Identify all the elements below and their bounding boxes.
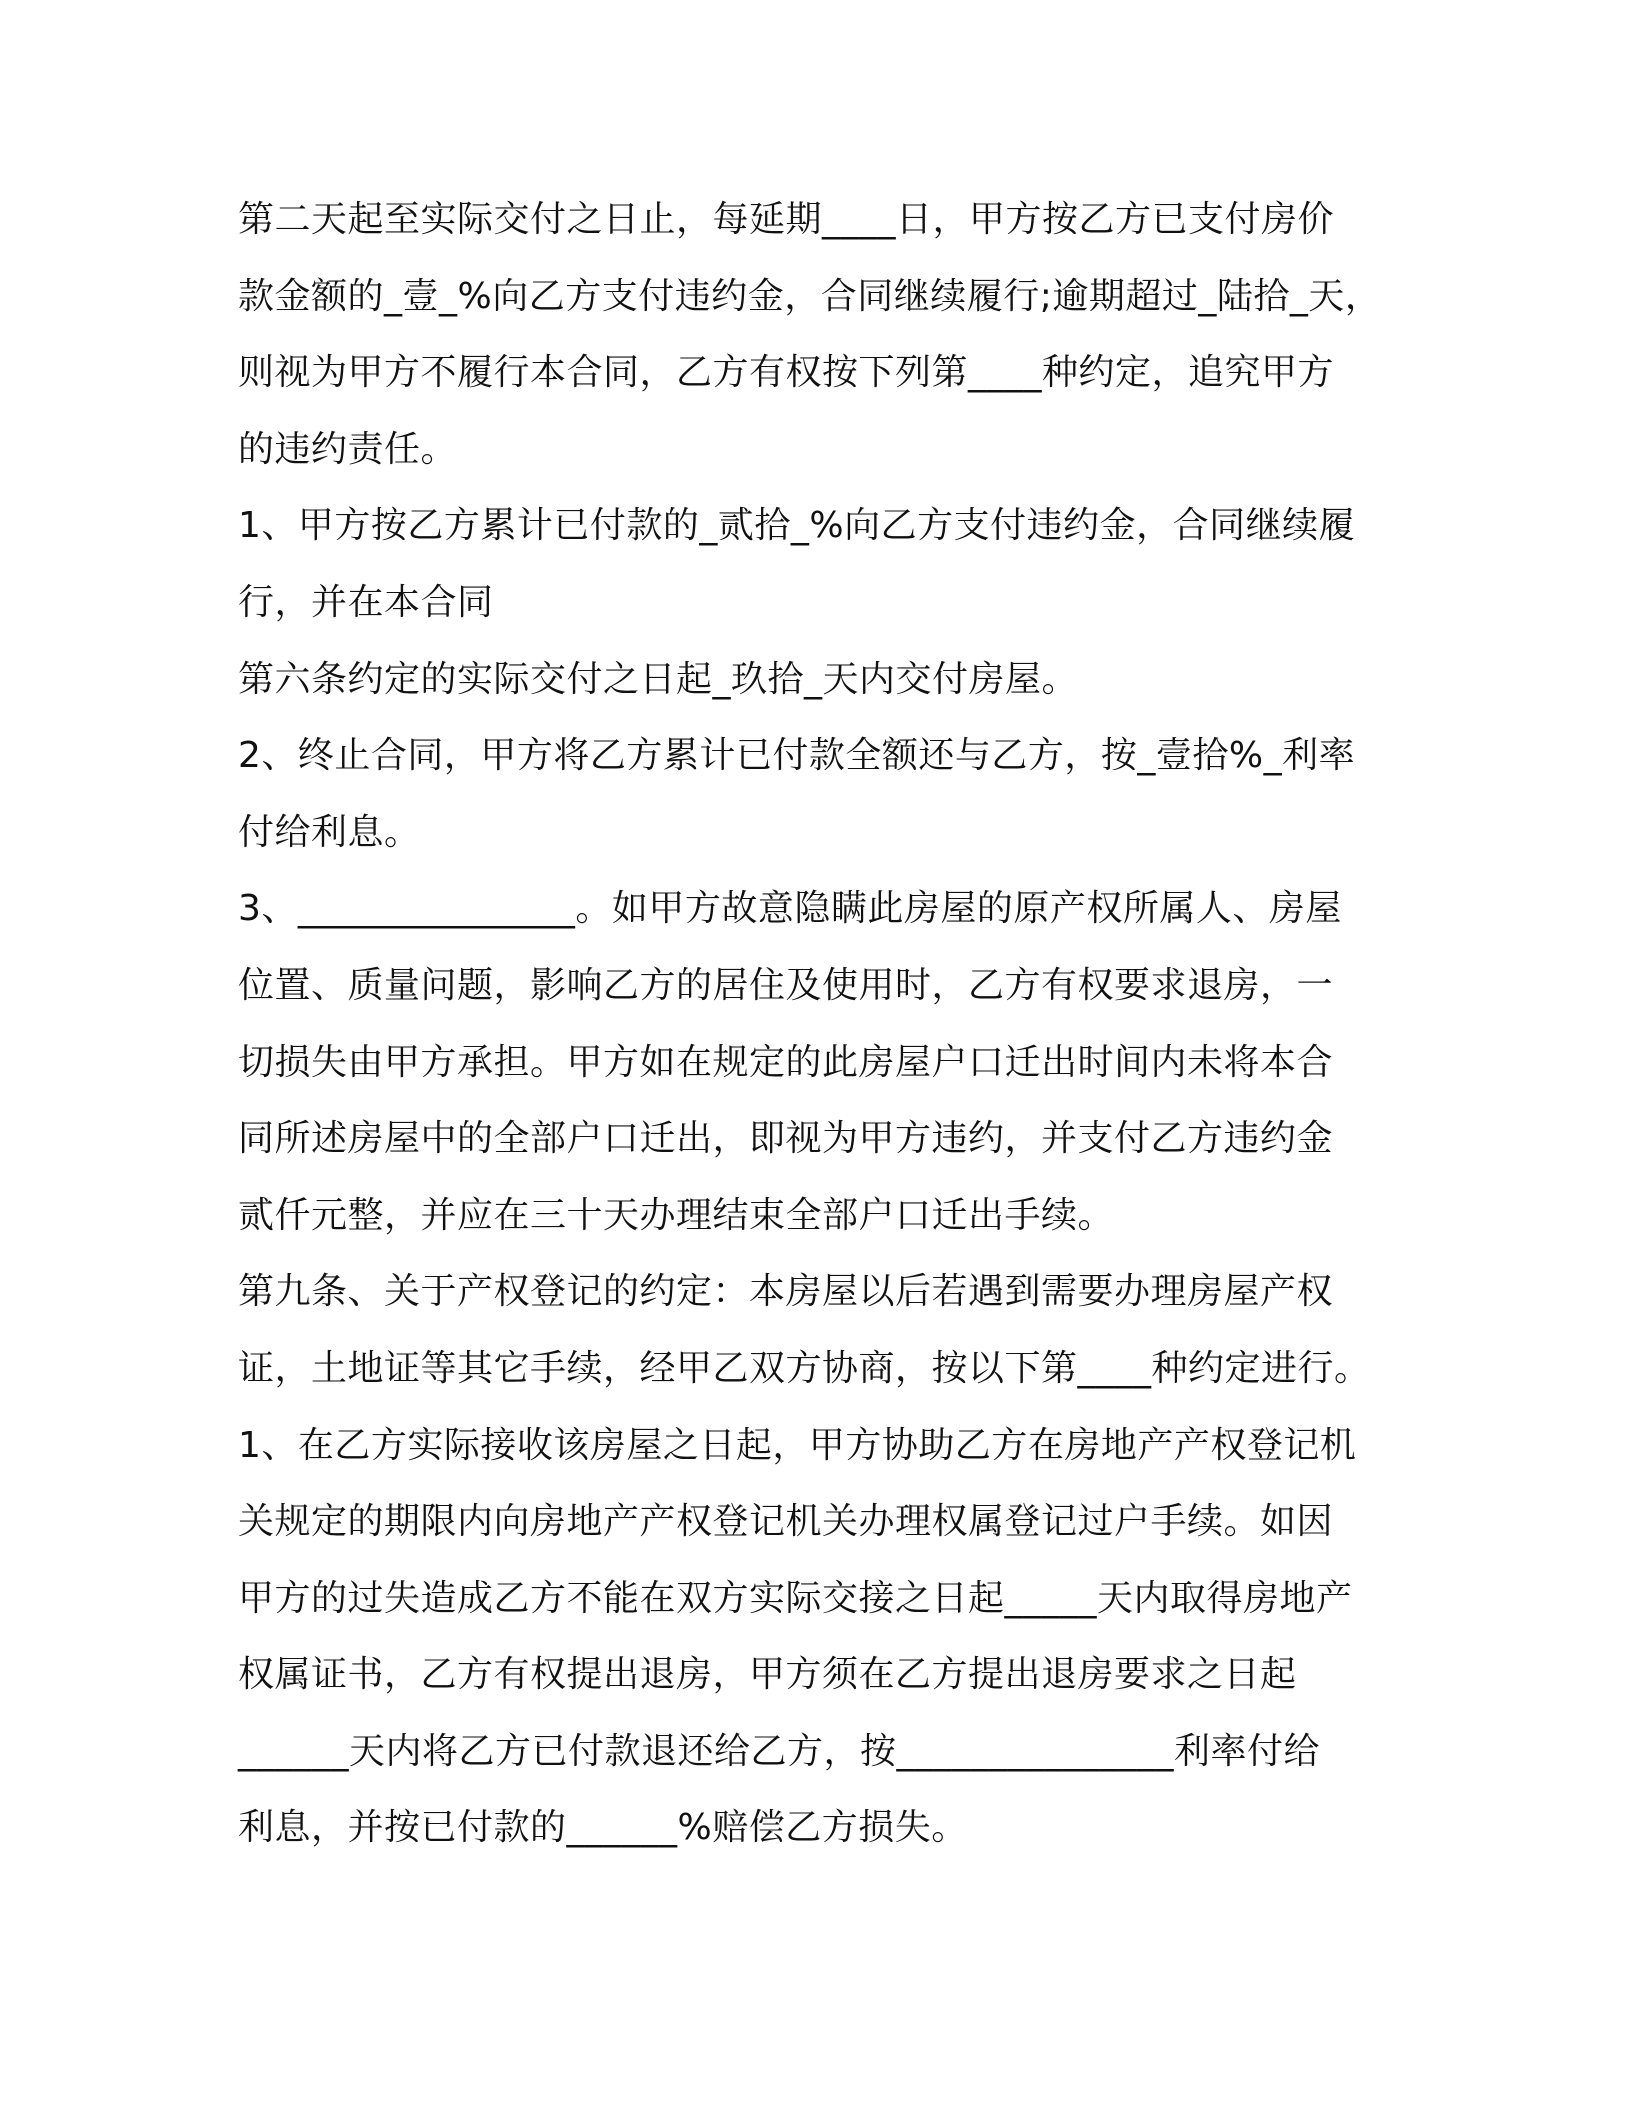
text-line: 付给利息。 [238, 811, 421, 853]
text-line: 第二天起至实际交付之日止，每延期____日，甲方按乙方已支付房价 [238, 199, 1335, 240]
text-line: 3、_______________。如甲方故意隐瞒此房屋的原产权所属人、房屋 [238, 888, 1342, 930]
text-line: 的违约责任。 [238, 428, 458, 470]
text-line: 贰仟元整，并应在三十天办理结束全部户口迁出手续。 [238, 1194, 1115, 1236]
text-line: 权属证书，乙方有权提出退房，甲方须在乙方提出退房要求之日起 [238, 1654, 1297, 1696]
text-line: 甲方的过失造成乙方不能在双方实际交接之日起_____天内取得房地产 [238, 1577, 1353, 1619]
contract-text [238, 182, 1418, 1867]
text-line: 证，土地证等其它手续，经甲乙双方协商，按以下第____种约定进行。 [238, 1347, 1371, 1389]
text-line: ______天内将乙方已付款退还给乙方，按_______________利率付给 [238, 1730, 1321, 1772]
text-line: 行，并在本合同 [238, 581, 494, 623]
text-line: 第九条、关于产权登记的约定：本房屋以后若遇到需要办理房屋产权 [238, 1271, 1334, 1313]
text-line: 1、甲方按乙方累计已付款的_贰拾_%向乙方支付违约金，合同继续履 [238, 505, 1356, 547]
text-line: 位置、质量问题，影响乙方的居住及使用时，乙方有权要求退房，一 [238, 964, 1334, 1006]
text-line: 则视为甲方不履行本合同，乙方有权按下列第____种约定，追究甲方 [238, 352, 1335, 394]
text-line: 第六条约定的实际交付之日起_玖拾_天内交付房屋。 [238, 658, 1079, 700]
text-line: 关规定的期限内向房地产产权登记机关办理权属登记过户手续。如因 [238, 1501, 1334, 1543]
text-line: 同所述房屋中的全部户口迁出，即视为甲方违约，并支付乙方违约金 [238, 1118, 1334, 1160]
text-line: 1、在乙方实际接收该房屋之日起，甲方协助乙方在房地产产权登记机 [238, 1424, 1357, 1466]
text-line: 利息，并按已付款的______%赔偿乙方损失。 [238, 1807, 968, 1849]
text-line: 款金额的_壹_%向乙方支付违约金，合同继续履行;逾期超过_陆拾_天， [238, 275, 1382, 317]
text-line: 切损失由甲方承担。甲方如在规定的此房屋户口迁出时间内未将本合 [238, 1041, 1334, 1083]
text-line: 2、终止合同，甲方将乙方累计已付款全额还与乙方，按_壹拾%_利率 [238, 735, 1356, 777]
